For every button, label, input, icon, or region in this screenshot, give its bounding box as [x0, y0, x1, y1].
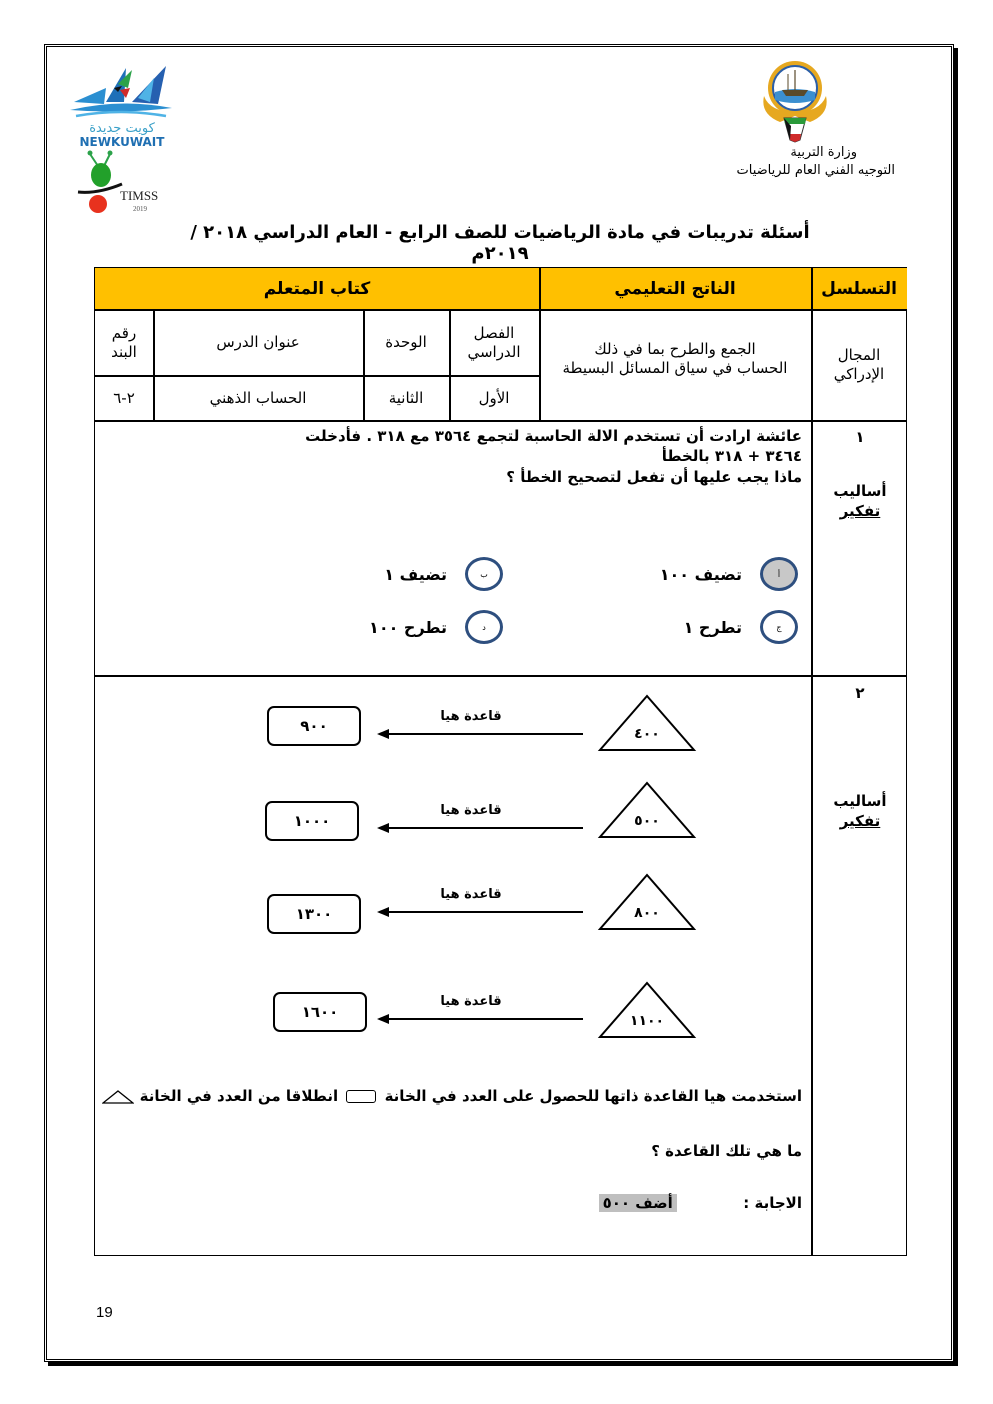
rule-label: قاعدة هيا: [440, 994, 502, 1009]
arrow-left-icon: [377, 728, 587, 740]
answer-label: الاجابة :: [743, 1194, 802, 1212]
output-1: ٩٠٠: [267, 706, 361, 746]
option-b-radio[interactable]: ب: [465, 557, 503, 591]
triangle-icon: [597, 780, 697, 840]
header-learning-outcome: الناتج التعليمي: [539, 268, 811, 309]
ministry-name: وزارة التربية: [790, 145, 857, 160]
input-3: ٨٠٠: [634, 905, 660, 921]
option-a-radio[interactable]: أ: [760, 557, 798, 591]
svg-text:كويت جديدة: كويت جديدة: [89, 121, 155, 136]
timss-text: TIMSS: [120, 188, 159, 203]
domain-label: المجال الإدراكي: [833, 346, 885, 383]
triangle-icon: [597, 980, 697, 1040]
question-2-number: ٢: [855, 684, 865, 702]
question-1-number: ١: [855, 428, 865, 446]
question-2-question: ما هي تلك القاعدة ؟: [651, 1142, 802, 1160]
option-b[interactable]: [384, 557, 503, 591]
lesson-label: عنوان الدرس: [216, 333, 300, 352]
header-student-book: كتاب المتعلم: [95, 268, 539, 309]
svg-text:NEWKUWAIT: NEWKUWAIT: [79, 135, 165, 149]
triangle-icon: [597, 872, 697, 932]
option-d-radio[interactable]: د: [465, 610, 503, 644]
arrow-left-icon: [377, 822, 587, 834]
answer-row: [502, 1194, 802, 1212]
header-sequence: التسلسل: [811, 268, 907, 309]
question-2-category: أساليب تفكير: [833, 792, 887, 830]
arrow-left-icon: [377, 1013, 587, 1025]
item-value: ٢-٦: [113, 388, 135, 407]
option-c-radio[interactable]: ج: [760, 610, 798, 644]
answer-value: أضف ٥٠٠: [599, 1194, 677, 1212]
question-table: [94, 267, 907, 1256]
item-label: رقم البند: [111, 323, 137, 361]
option-c-label: تطرح ١: [683, 617, 742, 637]
unit-value: الثانية: [388, 388, 424, 407]
input-4: ١١٠٠: [629, 1013, 665, 1029]
kuwait-emblem-icon: [760, 56, 830, 144]
semester-value: الأول: [478, 388, 510, 407]
triangle-icon: [597, 693, 697, 753]
page-title: أسئلة تدريبات في مادة الرياضيات للصف الرابع - العام الدراسي ٢٠١٨ / ٢٠١٩م: [190, 222, 810, 264]
question-1-text: عائشة ارادت أن تستخدم الالة الحاسبة لتجمع ٣٥٦٤ مع ٣١٨ . فأدخلت ٣٤٦٤ + ٣١٨ بالخطأ ماذا يجب عليها أن تفعل لتصحيح الخطأ ؟: [305, 427, 802, 486]
input-1: ٤٠٠: [634, 726, 660, 742]
timss-year: 2019: [133, 205, 147, 213]
input-2: ٥٠٠: [634, 813, 660, 829]
page-number: 19: [96, 1304, 113, 1321]
newkuwait-logo-icon: [66, 58, 176, 150]
timss-logo-icon: [76, 148, 186, 218]
learning-outcome-text: الجمع والطرح بما في ذلك الحساب في سياق المسائل البسيطة: [562, 340, 788, 377]
output-3: ١٣٠٠: [267, 894, 361, 934]
question-1-category: أساليب تفكير: [833, 482, 887, 520]
output-2: ١٠٠٠: [265, 801, 359, 841]
rule-label: قاعدة هيا: [440, 887, 502, 902]
output-4: ١٦٠٠: [273, 992, 367, 1032]
option-b-label: تضيف ١: [384, 564, 447, 584]
department-name: التوجيه الفني العام للرياضيات: [736, 163, 895, 178]
rectangle-icon: [346, 1090, 376, 1103]
option-a[interactable]: [660, 557, 798, 591]
arrow-left-icon: [377, 906, 587, 918]
rule-label: قاعدة هيا: [440, 709, 502, 724]
unit-label: الوحدة: [385, 333, 427, 352]
option-c[interactable]: [684, 610, 798, 644]
question-2-statement: استخدمت هيا القاعدة ذاتها للحصول على العدد في الخانة انطلاقا من العدد في الخانة: [92, 1087, 802, 1105]
semester-label: الفصل الدراسي: [467, 323, 521, 361]
option-d[interactable]: [369, 610, 503, 644]
option-d-label: تطرح ١٠٠: [369, 617, 447, 637]
option-a-label: تضيف ١٠٠: [659, 564, 742, 584]
rule-label: قاعدة هيا: [440, 803, 502, 818]
lesson-value: الحساب الذهني: [209, 388, 307, 407]
triangle-icon: [102, 1090, 134, 1104]
